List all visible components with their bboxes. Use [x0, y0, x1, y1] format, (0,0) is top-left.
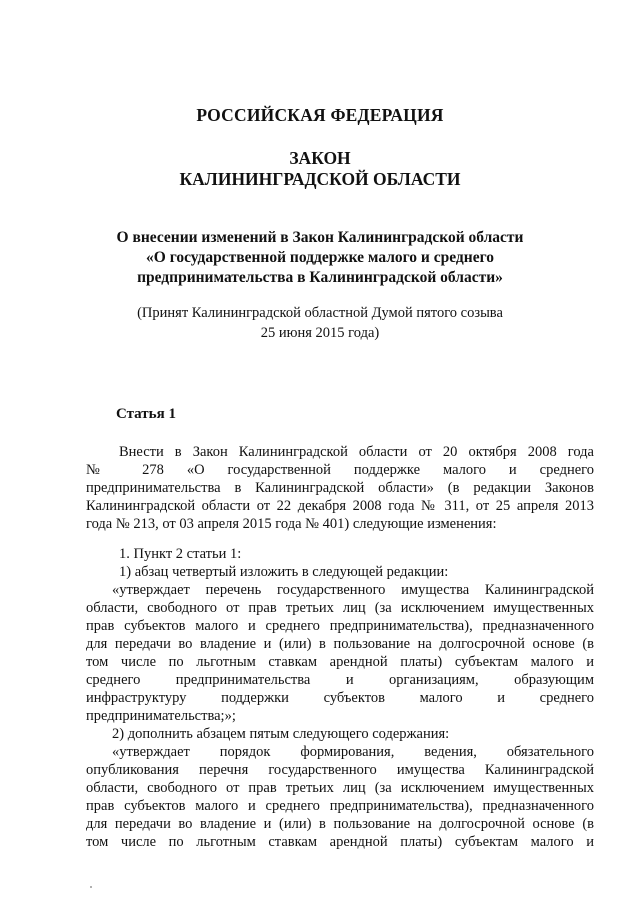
federation-heading: РОССИЙСКАЯ ФЕДЕРАЦИЯ: [196, 105, 444, 125]
title-line-2: «О государственной поддержке малого и среднего: [146, 249, 494, 266]
intro-line: № 278 «О государственной поддержке малого и среднего: [86, 462, 594, 478]
intro-line: предпринимательства в Калининградской области» (в редакции Законов: [86, 480, 594, 496]
quote-2-line: «утверждает порядок формирования, ведения, обязательного: [112, 744, 594, 760]
intro-line: Калининградской области от 22 декабря 2008 года № 311, от 25 апреля 2013: [86, 498, 594, 514]
quote-2-line: для передачи во владение и (или) в пользование на долгосрочной основе (в: [86, 816, 594, 832]
quote-1-line: инфраструктуру поддержки субъектов малого и среднего: [86, 690, 594, 706]
sub-item-2: 2) дополнить абзацем пятым следующего содержания:: [112, 726, 450, 742]
quote-1-line: прав субъектов малого и среднего предпринимательства), предназначенного: [86, 618, 594, 634]
quote-1-line: предпринимательства;»;: [86, 708, 236, 724]
title-line-3: предпринимательства в Калининградской области»: [137, 269, 503, 286]
quote-2-line: области, свободного от прав третьих лиц (за исключением имущественных: [86, 780, 594, 796]
scan-speck: [90, 886, 92, 888]
quote-2-line: том числе по льготным ставкам арендной платы) субъектам малого и: [86, 834, 594, 850]
law-heading: ЗАКОН: [289, 148, 351, 168]
intro-line: года № 213, от 03 апреля 2015 года № 401) следующие изменения:: [86, 516, 497, 532]
quote-1-line: среднего предпринимательства и организациям, образующим: [86, 672, 594, 688]
intro-line: Внести в Закон Калининградской области от 20 октября 2008 года: [119, 444, 594, 460]
title-line-1: О внесении изменений в Закон Калининградской области: [116, 229, 524, 246]
sub-item-1: 1) абзац четвертый изложить в следующей редакции:: [119, 564, 449, 580]
quote-2-line: опубликования перечня государственного имущества Калининградской: [86, 762, 594, 778]
quote-1-line: для передачи во владение и (или) в пользование на долгосрочной основе (в: [86, 636, 594, 652]
quote-2-line: прав субъектов малого и среднего предпринимательства), предназначенного: [86, 798, 594, 814]
article-heading: Статья 1: [116, 406, 176, 422]
region-heading: КАЛИНИНГРАДСКОЙ ОБЛАСТИ: [179, 169, 461, 189]
quote-1-line: том числе по льготным ставкам арендной платы) субъектам малого и: [86, 654, 594, 670]
adoption-line-1: (Принят Калининградской областной Думой пятого созыва: [137, 305, 503, 321]
item-1-heading: 1. Пункт 2 статьи 1:: [119, 546, 242, 562]
adoption-line-2: 25 июня 2015 года): [260, 325, 380, 341]
quote-1-line: области, свободного от прав третьих лиц (за исключением имущественных: [86, 600, 594, 616]
quote-1-line: «утверждает перечень государственного имущества Калининградской: [112, 582, 594, 598]
